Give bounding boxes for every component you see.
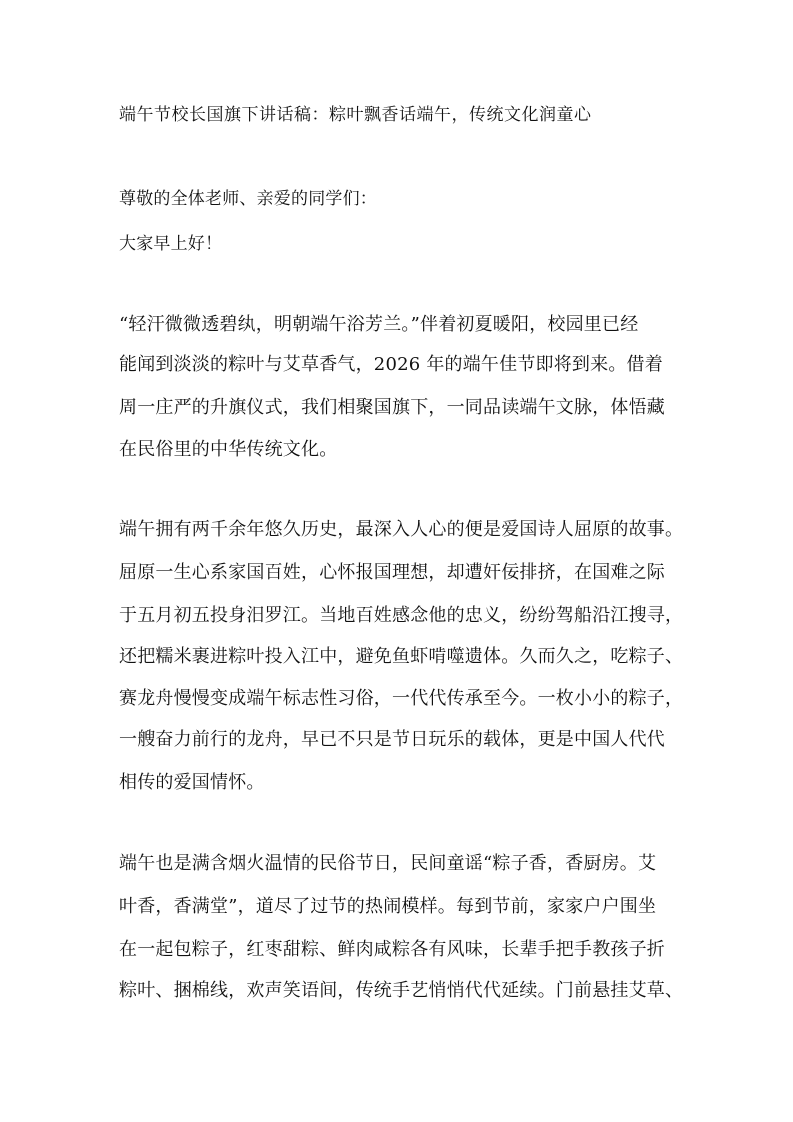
paragraph-line: 一艘奋力前行的龙舟，早已不只是节日玩乐的载体，更是中国人代代	[119, 729, 665, 750]
paragraph-line: 端午拥有两千余年悠久历史，最深入人心的便是爱国诗人屈原的故事。	[119, 519, 684, 540]
paragraph-line: 赛龙舟慢慢变成端午标志性习俗，一代代传承至今。一枚小小的粽子，	[119, 688, 684, 709]
paragraph-line: 能闻到淡淡的粽叶与艾草香气，2026 年的端午佳节即将到来。借着	[119, 354, 663, 375]
paragraph-line: 相传的爱国情怀。	[119, 772, 265, 793]
paragraph-line: 在民俗里的中华传统文化。	[119, 439, 338, 460]
paragraph-line: 周一庄严的升旗仪式，我们相聚国旗下，一同品读端午文脉，体悟藏	[119, 397, 665, 418]
paragraph-line: 在一起包粽子，红枣甜粽、鲜肉咸粽各有风味，长辈手把手教孩子折	[119, 939, 665, 960]
paragraph-line: 叶香，香满堂”，道尽了过节的热闹模样。每到节前，家家户户围坐	[119, 896, 657, 917]
paragraph-line: “轻汗微微透碧纨，明朝端午浴芳兰。”伴着初夏暖阳，校园里已经	[119, 314, 639, 335]
paragraph-line: 于五月初五投身汨罗江。当地百姓感念他的忠义，纷纷驾船沿江搜寻，	[119, 605, 684, 626]
paragraph-line: 屈原一生心系家国百姓，心怀报国理想，却遭奸佞排挤，在国难之际	[119, 562, 665, 583]
paragraph-line: 还把糯米裹进粽叶投入江中，避免鱼虾啃噬遗体。久而久之，吃粽子、	[119, 646, 684, 667]
document-title: 端午节校长国旗下讲话稿：粽叶飘香话端午，传统文化润童心	[119, 105, 592, 125]
paragraph-line: 端午也是满含烟火温情的民俗节日，民间童谣“粽子香，香厨房。艾	[119, 853, 657, 874]
salutation: 尊敬的全体老师、亲爱的同学们：	[119, 189, 377, 209]
greeting: 大家早上好！	[119, 234, 223, 254]
paragraph-line: 粽叶、捆棉线，欢声笑语间，传统手艺悄悄代代延续。门前悬挂艾草、	[119, 980, 684, 1001]
